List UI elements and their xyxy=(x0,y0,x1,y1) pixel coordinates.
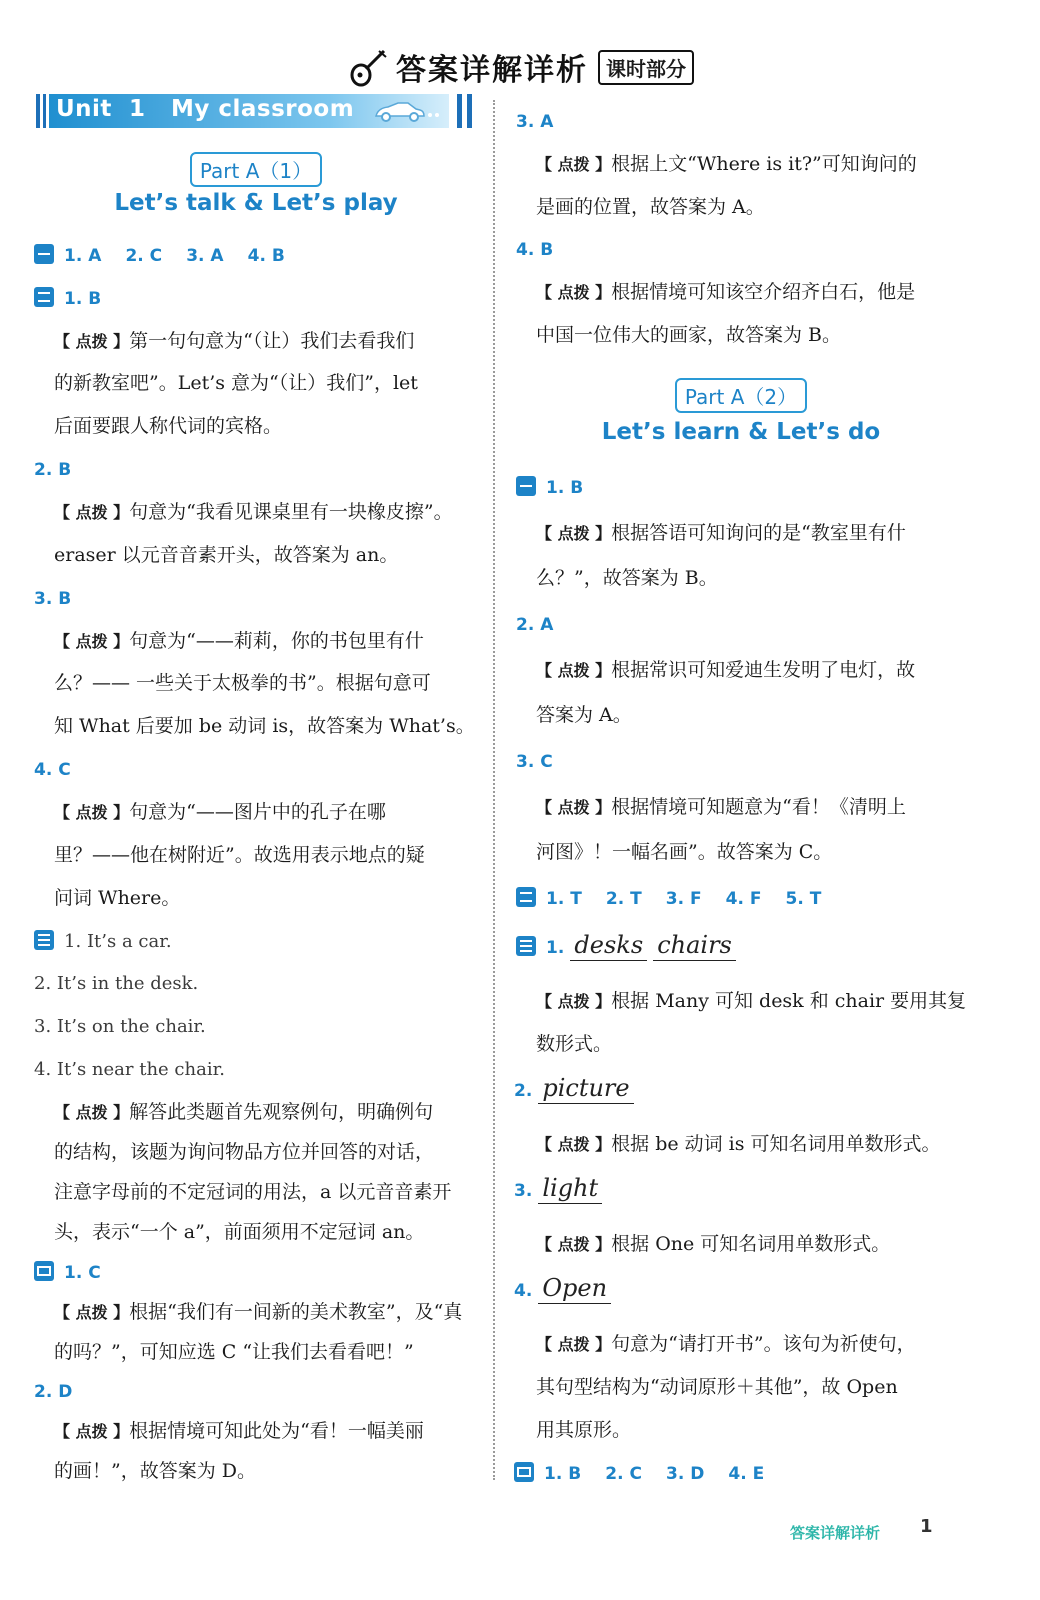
q4-hint-2-line-1: 【 点拨 】根据情境可知此处为“看！一幅美丽 xyxy=(54,1420,424,1442)
q4-answer-2: 2. D xyxy=(34,1382,73,1402)
q2-answer-4: 4. C xyxy=(34,760,71,780)
r-q3-hint-1-line-2: 数形式。 xyxy=(536,1033,613,1055)
title-text: 答案详解详析 xyxy=(396,53,588,88)
q2-hint-2-line-1: 【 点拨 】句意为“我看见课桌里有一块橡皮擦”。 xyxy=(54,501,453,523)
section-one-icon xyxy=(34,244,54,264)
r-q1-answer-1: 1. B xyxy=(516,476,583,498)
q2-hint-1-line-2: 的新教室吧”。Let’s 意为“（让）我们”，let xyxy=(54,372,418,394)
handwritten-chairs: chairs xyxy=(653,930,736,961)
r-q3-hint-2: 【 点拨 】根据 be 动词 is 可知名词用单数形式。 xyxy=(536,1133,941,1155)
r-answer-3: 3. A xyxy=(516,112,554,132)
handwritten-light: light xyxy=(538,1173,602,1204)
section-two-icon xyxy=(34,287,54,307)
q2-answer-2: 2. B xyxy=(34,460,72,480)
q2-hint-4-line-2: 里？——他在树附近”。故选用表示地点的疑 xyxy=(54,844,425,866)
q2-answer-3: 3. B xyxy=(34,589,72,609)
section-title-a2: Let’s learn & Let’s do xyxy=(601,419,881,445)
q4-hint-1-line-2: 的吗？”，可知应选 C “让我们去看看吧！” xyxy=(54,1341,414,1363)
q3-hint-line-2: 的结构，该题为询问物品方位并回答的对话， xyxy=(54,1141,435,1163)
q2-answer-1: 1. B xyxy=(34,287,101,309)
r-answer-4: 4. B xyxy=(516,240,554,260)
q1-answers: 1. A 2. C 3. A 4. B xyxy=(34,244,285,266)
r-q1-hint-3-line-1: 【 点拨 】根据情境可知题意为“看！《清明上 xyxy=(536,796,906,818)
section-four-icon xyxy=(34,1261,54,1281)
r-q3-hint-4-line-1: 【 点拨 】句意为“请打开书”。该句为祈使句， xyxy=(536,1333,916,1355)
q2-hint-3-line-1: 【 点拨 】句意为“——莉莉，你的书包里有什 xyxy=(54,630,424,652)
section-two-icon xyxy=(516,887,536,907)
r-hint-3-line-1: 【 点拨 】根据上文“Where is it?”可知询问的 xyxy=(536,153,917,175)
r-q3-answer-2: 2. picture xyxy=(514,1073,634,1104)
handwritten-open: Open xyxy=(538,1273,611,1304)
unit-banner xyxy=(36,94,476,128)
r-q1-hint-1-line-2: 么？”，故答案为 B。 xyxy=(536,567,718,589)
r-q1-hint-3-line-2: 河图》！一幅名画”。故答案为 C。 xyxy=(536,841,833,863)
section-title-a1: Let’s talk & Let’s play xyxy=(114,190,398,216)
handwritten-picture: picture xyxy=(538,1073,633,1104)
q2-hint-3-line-3: 知 What 后要加 be 动词 is，故答案为 What’s。 xyxy=(54,715,475,737)
page-title xyxy=(0,40,1040,94)
q3-answer-3: 3. It’s on the chair. xyxy=(34,1016,206,1037)
section-four-icon xyxy=(514,1462,534,1482)
r-q1-answer-2: 2. A xyxy=(516,615,554,635)
r-q3-answer-4: 4. Open xyxy=(514,1273,611,1304)
section-three-icon xyxy=(34,930,54,950)
handwritten-desks: desks xyxy=(570,930,647,961)
q2-hint-4-line-3: 问词 Where。 xyxy=(54,887,181,909)
r-hint-3-line-2: 是画的位置，故答案为 A。 xyxy=(536,196,765,218)
r-q1-answer-3: 3. C xyxy=(516,752,553,772)
r-hint-4-line-2: 中国一位伟大的画家，故答案为 B。 xyxy=(536,324,842,346)
q4-hint-1-line-1: 【 点拨 】根据“我们有一间新的美术教室”，及“真 xyxy=(54,1301,463,1323)
q3-answer-4: 4. It’s near the chair. xyxy=(34,1059,225,1080)
q3-hint-line-3: 注意字母前的不定冠词的用法，a 以元音音素开 xyxy=(54,1181,452,1203)
violin-icon xyxy=(346,45,390,89)
r-q3-hint-4-line-2: 其句型结构为“动词原形＋其他”，故 Open xyxy=(536,1376,898,1398)
section-label-a1: Part A（1） xyxy=(36,152,476,187)
r-q3-answer-1: 1. desks chairs xyxy=(516,930,736,961)
r-q3-hint-1-line-1: 【 点拨 】根据 Many 可知 desk 和 chair 要用其复 xyxy=(536,990,967,1012)
r-q3-hint-4-line-3: 用其原形。 xyxy=(536,1419,632,1441)
page-number: 1 xyxy=(920,1516,933,1537)
section-one-icon xyxy=(516,476,536,496)
q3-answer-1: 1. It’s a car. xyxy=(34,930,172,952)
r-q1-hint-2-line-1: 【 点拨 】根据常识可知爱迪生发明了电灯，故 xyxy=(536,659,916,681)
r-q2-answers: 1. T 2. T 3. F 4. F 5. T xyxy=(516,887,821,909)
q3-hint-line-1: 【 点拨 】解答此类题首先观察例句，明确例句 xyxy=(54,1101,434,1123)
q2-hint-3-line-2: 么？—— 一些关于太极拳的书”。根据句意可 xyxy=(54,672,431,694)
section-three-icon xyxy=(516,936,536,956)
r-q1-hint-1-line-1: 【 点拨 】根据答语可知询问的是“教室里有什 xyxy=(536,522,906,544)
q2-hint-4-line-1: 【 点拨 】句意为“——图片中的孔子在哪 xyxy=(54,801,386,823)
r-q4-answers: 1. B 2. C 3. D 4. E xyxy=(514,1462,764,1484)
footer-text: 答案详解详析 xyxy=(790,1524,881,1542)
q4-hint-2-line-2: 的画！”，故答案为 D。 xyxy=(54,1460,256,1482)
q2-hint-2-line-2: eraser 以元音音素开头，故答案为 an。 xyxy=(54,544,399,566)
q2-hint-1-line-3: 后面要跟人称代词的宾格。 xyxy=(54,415,283,437)
q4-answer-1: 1. C xyxy=(34,1261,101,1283)
section-label-a2: Part A（2） xyxy=(516,378,966,413)
q3-answer-2: 2. It’s in the desk. xyxy=(34,973,199,994)
r-q1-hint-2-line-2: 答案为 A。 xyxy=(536,704,632,726)
car-icon xyxy=(372,100,442,124)
r-q3-hint-3: 【 点拨 】根据 One 可知名词用单数形式。 xyxy=(536,1233,891,1255)
q3-hint-line-4: 头，表示“一个 a”，前面须用不定冠词 an。 xyxy=(54,1221,425,1243)
r-hint-4-line-1: 【 点拨 】根据情境可知该空介绍齐白石，他是 xyxy=(536,281,916,303)
title-tag: 课时部分 xyxy=(598,50,694,85)
q2-hint-1-line-1: 【 点拨 】第一句句意为“（让）我们去看我们 xyxy=(54,330,415,352)
r-q3-answer-3: 3. light xyxy=(514,1173,602,1204)
column-divider xyxy=(493,100,495,1480)
unit-title: Unit 1 My classroom xyxy=(56,96,355,122)
